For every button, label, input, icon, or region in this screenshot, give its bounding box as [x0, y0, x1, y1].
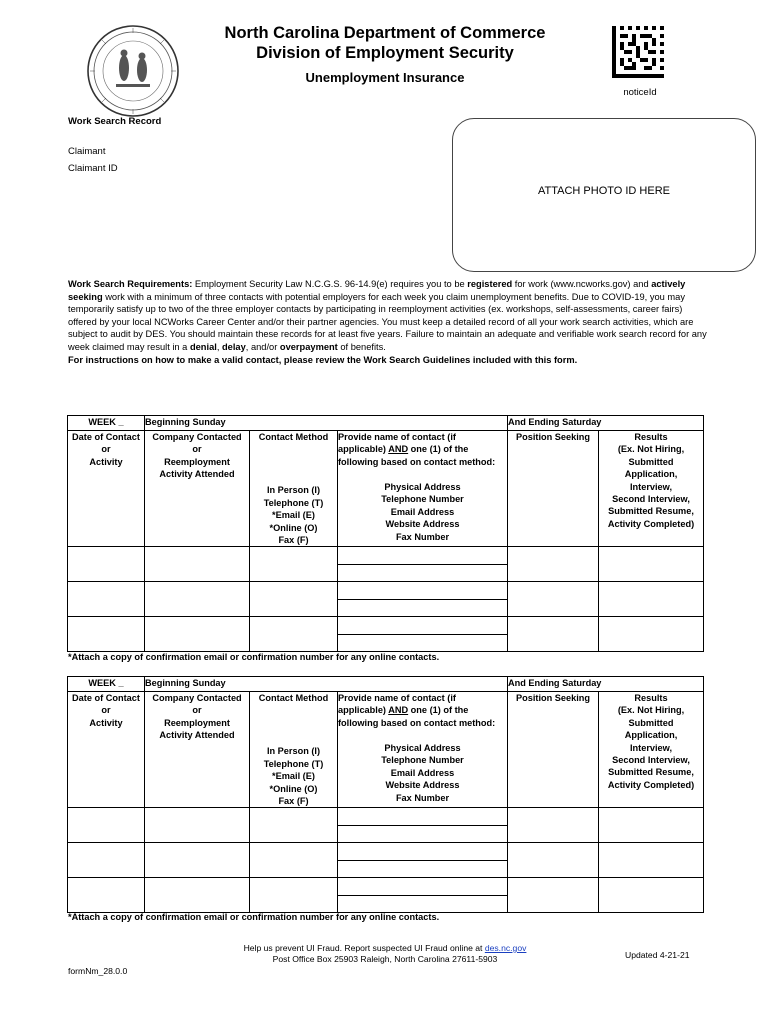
table-row [68, 878, 704, 913]
week-table-2 [67, 676, 704, 913]
ending-saturday-label[interactable]: And Ending Saturday [508, 416, 704, 431]
table-row [68, 582, 704, 617]
col-date-of-contact: Date of Contact or Activity [68, 431, 145, 547]
table-row [68, 808, 704, 843]
work-search-requirements: Work Search Requirements: Employment Security Law N.C.G.S. 96-14.9(e) requires you to be registered for work (www.ncworks.gov) and actively seeking work with a minimum of three contacts with potential employers for each week you claim unemployment benefits. Due to COVID-19, you may temporarily satisfy up to two of the three employer contacts by participating in reemployment activities (ex. workshops, self-assessments, career fairs) offered by your local NCWorks Career Center and/or their partner agencies. You must keep a detailed record of all your work search activities, which are subject to audit by DES. You should maintain these records for at least five years. Failure to maintain an adequate and verifiable work search record for any week claimed may result in a denial, delay, and/or overpayment of benefits. For instructions on how to make a valid contact, please review the Work Search Guidelines included with this form. [68, 279, 707, 365]
week-table-1 [67, 415, 704, 652]
claimant-id-label: Claimant ID [68, 163, 118, 174]
form-id: formNm_28.0.0 [68, 966, 128, 976]
col-date-of-contact: Date of Contact or Activity [68, 692, 145, 808]
des-link[interactable]: des.nc.gov [484, 943, 527, 953]
col-company-contacted: Company Contacted or Reemployment Activity Attended [145, 431, 250, 547]
photo-id-label: ATTACH PHOTO ID HERE [537, 185, 670, 197]
table-row [68, 617, 704, 652]
notice-id: noticeId [623, 87, 657, 98]
week-label[interactable]: WEEK _ [68, 416, 145, 431]
col-contact-details: Provide name of contact (if applicable) AND one (1) of the following based on contact method: Physical Address Telephone Number Email Address Website Address Fax Number [338, 692, 508, 808]
col-position-seeking: Position Seeking [508, 431, 599, 547]
table-row [68, 547, 704, 582]
instructions-text: For instructions on how to make a valid contact, please review the Work Search Guidelines included with this form. [68, 354, 578, 365]
col-company-contacted: Company Contacted or Reemployment Activity Attended [145, 692, 250, 808]
beginning-sunday-label[interactable]: Beginning Sunday [145, 677, 508, 692]
col-contact-details: Provide name of contact (if applicable) AND one (1) of the following based on contact method: Physical Address Telephone Number Email Address Website Address Fax Number [338, 431, 508, 547]
claimant-label: Claimant [68, 146, 106, 157]
col-position-seeking: Position Seeking [508, 692, 599, 808]
barcode-icon [612, 26, 664, 78]
online-contact-note-1: *Attach a copy of confirmation email or confirmation number for any online contacts. [68, 652, 440, 662]
page-title: North Carolina Department of Commerce [224, 24, 546, 42]
col-contact-method: Contact Method In Person (I) Telephone (T) *Email (E) *Online (O) Fax (F) [250, 431, 338, 547]
col-contact-method: Contact Method In Person (I) Telephone (T) *Email (E) *Online (O) Fax (F) [250, 692, 338, 808]
col-results: Results (Ex. Not Hiring, Submitted Application, Interview, Second Interview, Submitted Resume, Activity Completed) [599, 431, 704, 547]
record-title: Work Search Record [68, 116, 162, 127]
table-row [68, 843, 704, 878]
nc-state-seal [86, 24, 180, 118]
online-contact-note-2: *Attach a copy of confirmation email or confirmation number for any online contacts. [68, 912, 440, 922]
fraud-notice: Help us prevent UI Fraud. Report suspected UI Fraud online at des.nc.gov Post Office Box 25903 Raleigh, North Carolina 27611-5903 [243, 943, 527, 964]
page-subtitle: Division of Employment Security [256, 44, 514, 62]
updated-date: Updated 4-21-21 [625, 950, 690, 960]
mailing-address: Post Office Box 25903 Raleigh, North Carolina 27611-5903 [272, 954, 498, 964]
col-results: Results (Ex. Not Hiring, Submitted Application, Interview, Second Interview, Submitted Resume, Activity Completed) [599, 692, 704, 808]
ending-saturday-label[interactable]: And Ending Saturday [508, 677, 704, 692]
beginning-sunday-label[interactable]: Beginning Sunday [145, 416, 508, 431]
week-label[interactable]: WEEK _ [68, 677, 145, 692]
photo-id-box[interactable] [452, 118, 756, 272]
page-section-title: Unemployment Insurance [305, 70, 465, 85]
